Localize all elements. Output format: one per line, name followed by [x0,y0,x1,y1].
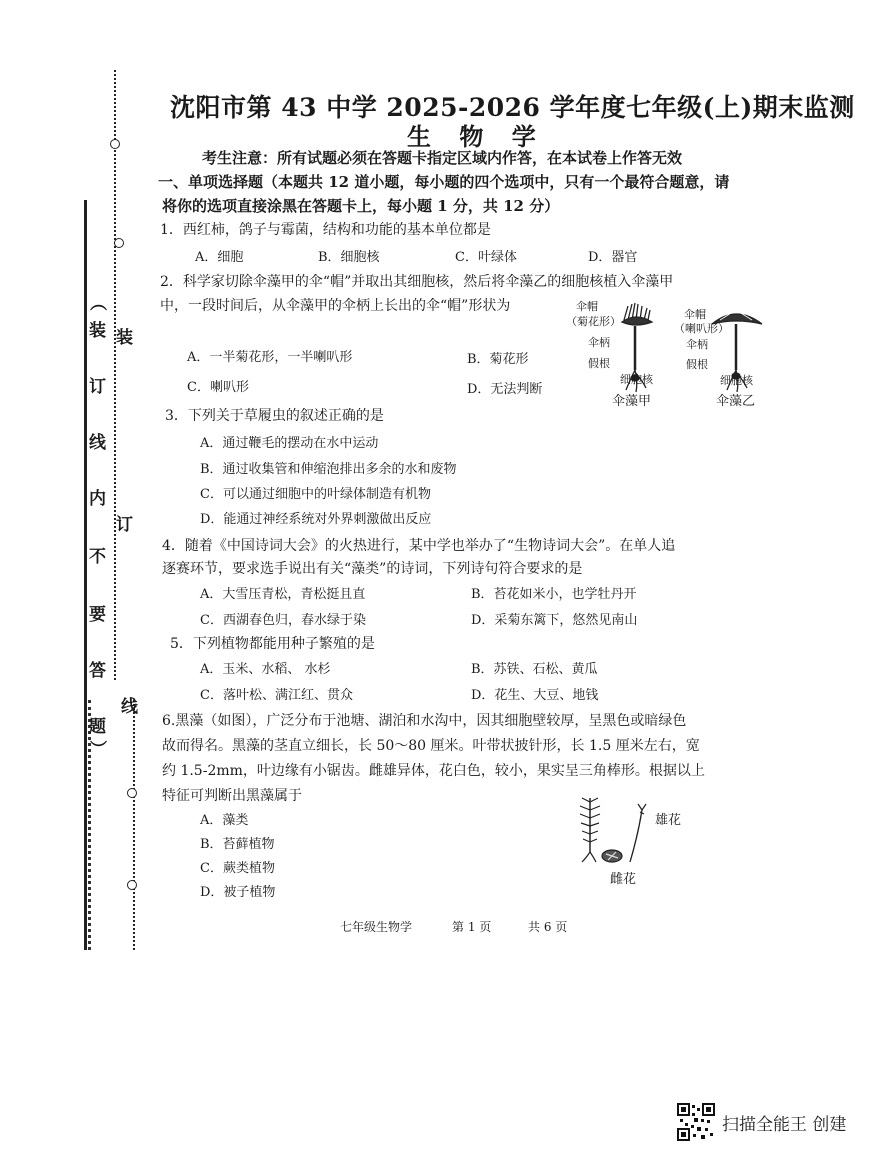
fig-label-cap: 伞帽 [684,308,706,321]
option-c: C．喇叭形 [187,380,249,395]
fig-label-nucleus: 细胞核 [620,373,653,386]
option-b: B．细胞核 [318,250,380,265]
option-c: C．叶绿体 [455,250,517,265]
binding-char: 内 [89,489,106,509]
section-heading: 一、单项选择题（本题共 12 道小题，每小题的四个选项中，只有一个最符合题意，请 [158,173,730,191]
option-c: C．可以通过细胞中的叶绿体制造有机物 [200,487,431,502]
question-stem: 4．随着《中国诗词大会》的火热进行，某中学也举办了“生物诗词大会”。在单人追 [162,538,676,554]
option-a: A．通过鞭毛的摆动在水中运动 [200,436,379,451]
binding-char: 装 [116,328,133,348]
option-a: A．细胞 [195,250,244,265]
fig-label-stalk: 伞柄 [588,336,610,349]
option-d: D．能通过神经系统对外界刺激做出反应 [200,512,432,527]
fig-label-stalk: 伞柄 [686,338,708,351]
fig-label-cap-type: （菊花形） [566,315,621,328]
binding-hole-4 [127,880,137,890]
fig-name-a: 伞藻甲 [612,394,652,409]
fig-name-b: 伞藻乙 [716,394,756,409]
option-d: D．采菊东篱下，悠然见南山 [471,613,638,628]
binding-char: 题 [89,717,106,737]
binding-char: 要 [89,605,106,625]
binding-char: 线 [121,697,138,717]
option-d: D．被子植物 [200,885,276,900]
binding-dotted-line-lower [133,700,135,950]
option-a: A．藻类 [200,813,249,828]
qr-code-icon [677,1103,715,1141]
fig-label-rhizoid: 假根 [588,357,610,370]
footer-page: 第 1 页 [452,920,492,934]
question-stem-cont: 约 1.5-2mm，叶边缘有小锯齿。雌雄异体，花白色，较小，果实呈三角棒形。根据以上 [162,763,705,779]
option-c: C．西湖春色归，春水绿于染 [200,613,366,628]
option-b: B．菊花形 [467,352,529,367]
watermark-text: 扫描全能王 创建 [722,1115,847,1135]
option-a: A．玉米、水稻、 水杉 [200,662,331,677]
exam-notice: 考生注意：所有试题必须在答题卡指定区域内作答，在本试卷上作答无效 [202,149,683,167]
exam-title: 沈阳市第 43 中学 2025-2026 学年度七年级(上)期末监测 [170,93,855,122]
footer-total: 共 6 页 [528,920,568,934]
section-heading-cont: 将你的选项直接涂黑在答题卡上，每小题 1 分，共 12 分） [162,197,560,215]
question-stem-cont: 故而得名。黑藻的茎直立细长，长 50～80 厘米。叶带状披针形，长 1.5 厘米左右，宽 [162,738,700,754]
binding-char: 不 [89,547,106,567]
option-c: C．蕨类植物 [200,861,275,876]
binding-char: 装 [89,321,106,341]
option-b: B．苏铁、石松、黄瓜 [471,662,598,677]
fig-label-female-flower: 雌花 [610,872,637,887]
binding-char: 订 [89,377,106,397]
fig-label-nucleus: 细胞核 [720,374,753,387]
question-stem-cont: 特征可判断出黑藻属于 [162,788,302,804]
binding-dotted-line [114,70,116,680]
option-d: D．无法判断 [467,382,543,397]
fig-label-male-flower: 雄花 [655,813,682,828]
option-b: B．苔藓植物 [200,837,275,852]
question-stem: 5．下列植物都能用种子繁殖的是 [170,636,375,652]
option-c: C．落叶松、满江红、贯众 [200,688,353,703]
binding-hole-3 [127,788,137,798]
binding-solid-line [84,200,87,950]
binding-edge-dots [88,700,91,950]
exam-subject: 生 物 学 [407,122,546,151]
fig-label-rhizoid: 假根 [686,358,708,371]
binding-char: （ [87,294,107,311]
binding-char: ） [87,740,107,757]
option-b: B．苔花如米小，也学牡丹开 [471,587,637,602]
question-stem-cont: 逐赛环节，要求选手说出有关“藻类”的诗词，下列诗句符合要求的是 [162,561,583,577]
option-d: D．花生、大豆、地钱 [471,688,599,703]
binding-char: 答 [89,661,106,681]
option-b: B．通过收集管和伸缩泡排出多余的水和废物 [200,462,457,477]
option-d: D．器官 [588,250,638,265]
question-stem: 3．下列关于草履虫的叙述正确的是 [165,408,384,424]
option-a: A．大雪压青松，青松挺且直 [200,587,366,602]
binding-char: 线 [89,433,106,453]
question-stem: 6.黑藻（如图），广泛分布于池塘、湖泊和水沟中，因其细胞壁较厚，呈黑色或暗绿色 [162,713,687,729]
option-a: A．一半菊花形，一半喇叭形 [187,350,353,365]
binding-char: 订 [116,515,133,535]
question-stem-cont: 中，一段时间后，从伞藻甲的伞柄上长出的伞“帽”形状为 [160,298,511,314]
binding-hole-1 [110,139,120,149]
fig-label-cap-type: （喇叭形） [674,322,729,335]
fig-label-cap: 伞帽 [576,300,598,313]
footer-subject: 七年级生物学 [340,920,413,934]
question-stem: 1．西红柿，鸽子与霉菌，结构和功能的基本单位都是 [160,222,491,238]
question-stem: 2．科学家切除伞藻甲的伞“帽”并取出其细胞核，然后将伞藻乙的细胞核植入伞藻甲 [160,274,674,290]
binding-hole-2 [114,238,124,248]
